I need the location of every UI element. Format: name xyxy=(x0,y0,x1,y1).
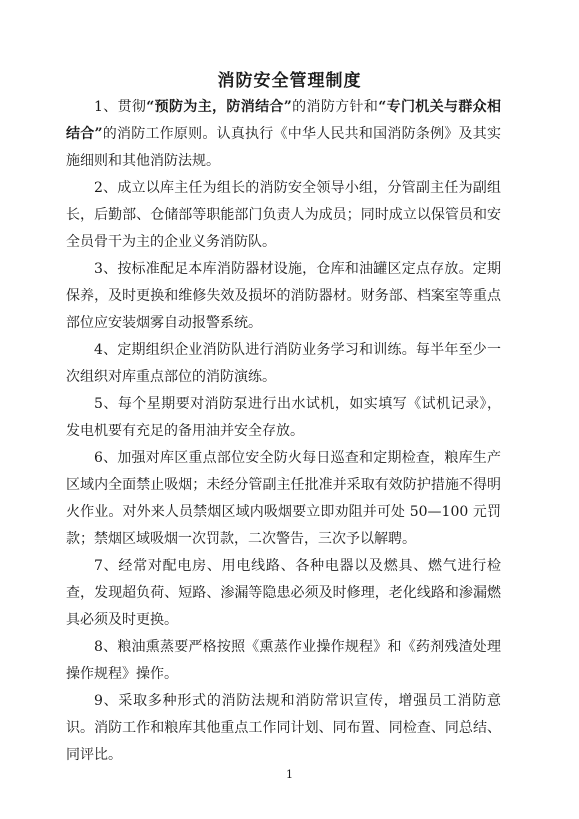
paragraph-text: 2、成立以库主任为组长的消防安全领导小组，分管副主任为副组长，后勤部、仓储部等职能部门负责人为成员；同时成立以保管员和安全员骨干为主的企业义务消防队。 xyxy=(66,180,501,250)
paragraph-text: 8、粮油熏蒸要严格按照《熏蒸作业操作规程》和《药剂残渣处理操作规程》操作。 xyxy=(66,639,501,682)
paragraph-7 xyxy=(66,553,501,634)
paragraph-6 xyxy=(66,445,501,553)
paragraph-text: 5、每个星期要对消防泵进行出水试机，如实填写《试机记录》，发电机要有充足的备用油并安全存放。 xyxy=(66,396,501,439)
paragraph-4 xyxy=(66,337,501,391)
page-number: 1 xyxy=(286,768,293,781)
paragraph-text: 9、采取多种形式的消防法规和消防常识宣传，增强员工消防意识。消防工作和粮库其他重点工作同计划、同布置、同检查、同总结、同评比。 xyxy=(66,693,501,763)
paragraph-text: 的消防工作原则。认真执行《中华人民共和国消防条例》及其实施细则和其他消防法规。 xyxy=(66,126,501,169)
paragraph-9 xyxy=(66,688,501,769)
paragraph-text: 1、贯彻 xyxy=(94,99,147,115)
emphasized-text: “专门机关与群众相结合” xyxy=(66,99,502,142)
paragraph-8 xyxy=(66,634,501,688)
emphasized-text: “预防为主，防消结合” xyxy=(146,99,292,115)
paragraph-text: 6、加强对库区重点部位安全防火每日巡查和定期检查，粮库生产区域内全面禁止吸烟；未经分管副主任批准并采取有效防护措施不得明火作业。对外来人员禁烟区域内吸烟要立即劝阻并可处 50—100 元罚款；禁烟区域吸烟一次罚款，二次警告，三次予以解聘。 xyxy=(66,450,501,547)
document-title: 消防安全管理制度 xyxy=(217,71,362,91)
paragraph-1 xyxy=(66,94,501,175)
document-body xyxy=(66,94,501,769)
paragraph-5 xyxy=(66,391,501,445)
paragraph-text: 3、按标准配足本库消防器材设施，仓库和油罐区定点存放。定期保养，及时更换和维修失效及损坏的消防器材。财务部、档案室等重点部位应安装烟雾自动报警系统。 xyxy=(66,261,501,331)
paragraph-text: 4、定期组织企业消防队进行消防业务学习和训练。每半年至少一次组织对库重点部位的消防演练。 xyxy=(66,342,501,385)
paragraph-text: 的消防方针和 xyxy=(291,99,379,115)
paragraph-2 xyxy=(66,175,501,256)
paragraph-text: 7、经常对配电房、用电线路、各种电器以及燃具、燃气进行检查，发现超负荷、短路、渗漏等隐患必须及时修理，老化线路和渗漏燃具必须及时更换。 xyxy=(66,558,501,628)
paragraph-3 xyxy=(66,256,501,337)
